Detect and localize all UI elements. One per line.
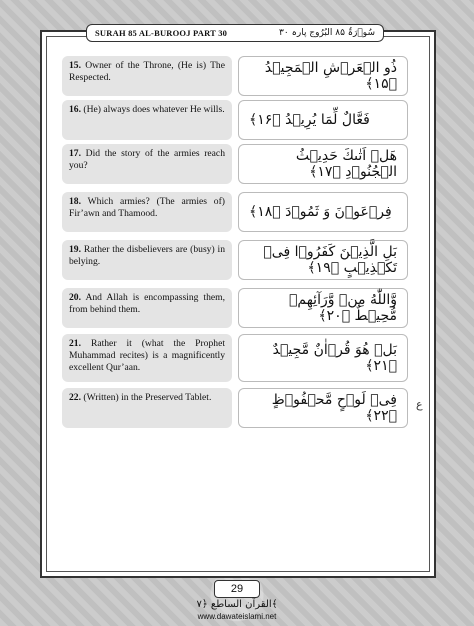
translation-text: (Written) in the Preserved Tablet. [83, 392, 212, 403]
verse-number: 20. [69, 292, 81, 303]
arabic-verse-box [238, 56, 408, 96]
translation-box [62, 56, 232, 96]
translation-text: And Allah is encompassing them, from behind them. [69, 292, 225, 315]
verse-number: 15. [69, 60, 81, 71]
verse-number: 22. [69, 392, 81, 403]
verse-row [62, 192, 408, 232]
translation-text: Rather it (what the Prophet Muhammad recites) is a magnificently excellent Qur’aan. [69, 338, 225, 373]
translation-box [62, 144, 232, 184]
translation-text: Did the story of the armies reach you? [69, 148, 225, 171]
verse-row [62, 56, 408, 96]
arabic-verse-box [238, 240, 408, 280]
verse-row [62, 288, 408, 328]
footer-arabic: القرآن الساطع ﴿۷﴾ [196, 599, 278, 610]
translation-box [62, 240, 232, 280]
page-number: 29 [214, 580, 260, 598]
arabic-verse-box [238, 388, 408, 428]
verse-number: 17. [69, 148, 81, 159]
footer-url[interactable]: www.dawateislami.net [197, 612, 277, 621]
arabic-verse-box [238, 192, 408, 232]
arabic-verse-box [238, 144, 408, 184]
verse-number: 18. [69, 196, 81, 207]
arabic-verse-text: فِرۡعَوۡنَ وَ ثَمُوۡدَ ﴿۱۸﴾ [249, 204, 392, 220]
translation-box [62, 100, 232, 140]
arabic-verse-text: هَلۡ اَتٰىكَ حَدِيۡثُ الۡجُنُوۡدِ ﴿۱۷﴾ [295, 148, 397, 180]
verse-row [62, 240, 408, 280]
verse-number: 21. [69, 338, 81, 349]
arabic-verse-text: بَلۡ هُوَ قُرۡاٰنٌ مَّجِيۡدٌ ﴿۲۱﴾ [272, 342, 397, 374]
arabic-verse-text: وَّاللّٰهُ مِنۡ وَّرَآئِهِمۡ مُّحِيۡطٌ ﴿۲۰﴾ [289, 292, 397, 324]
verse-row [62, 334, 408, 382]
translation-text: Which armies? (The armies of) Fir’awn and Thamood. [69, 196, 225, 219]
arabic-verse-box [238, 288, 408, 328]
verse-row [62, 144, 408, 184]
surah-header-arabic: سُوۡرَۃُ ۸۵ البُرُوج پارہ ۳۰ [279, 28, 375, 38]
verse-row [62, 388, 408, 428]
arabic-verse-text: بَلِ الَّذِيۡنَ كَفَرُوۡا فِىۡ تَكۡذِيۡبٍ ﴿۱۹﴾ [263, 244, 397, 276]
surah-header-english: SURAH 85 AL-BUROOJ PART 30 [95, 28, 228, 38]
translation-box [62, 334, 232, 382]
translation-box [62, 288, 232, 328]
ruku-mark: ع [416, 398, 423, 411]
arabic-verse-text: فَعَّالٌ لِّمَا يُرِيۡدُ ﴿۱۶﴾ [249, 112, 370, 128]
translation-box [62, 388, 232, 428]
arabic-verse-box [238, 334, 408, 382]
verse-number: 16. [69, 104, 81, 115]
verse-row [62, 100, 408, 140]
translation-box [62, 192, 232, 232]
arabic-verse-text: فِىۡ لَوۡحٍ مَّحۡفُوۡظٍ ﴿۲۲﴾ [271, 392, 397, 424]
translation-text: (He) always does whatever He wills. [83, 104, 225, 115]
surah-header [86, 24, 384, 42]
arabic-verse-text: ذُو الۡعَرۡشِ الۡمَجِيۡدُ ﴿۱۵﴾ [264, 60, 397, 92]
arabic-verse-box [238, 100, 408, 140]
translation-text: Owner of the Throne, (He is) The Respected. [69, 60, 225, 83]
verse-number: 19. [69, 244, 81, 255]
translation-text: Rather the disbelievers are (busy) in belying. [69, 244, 226, 267]
